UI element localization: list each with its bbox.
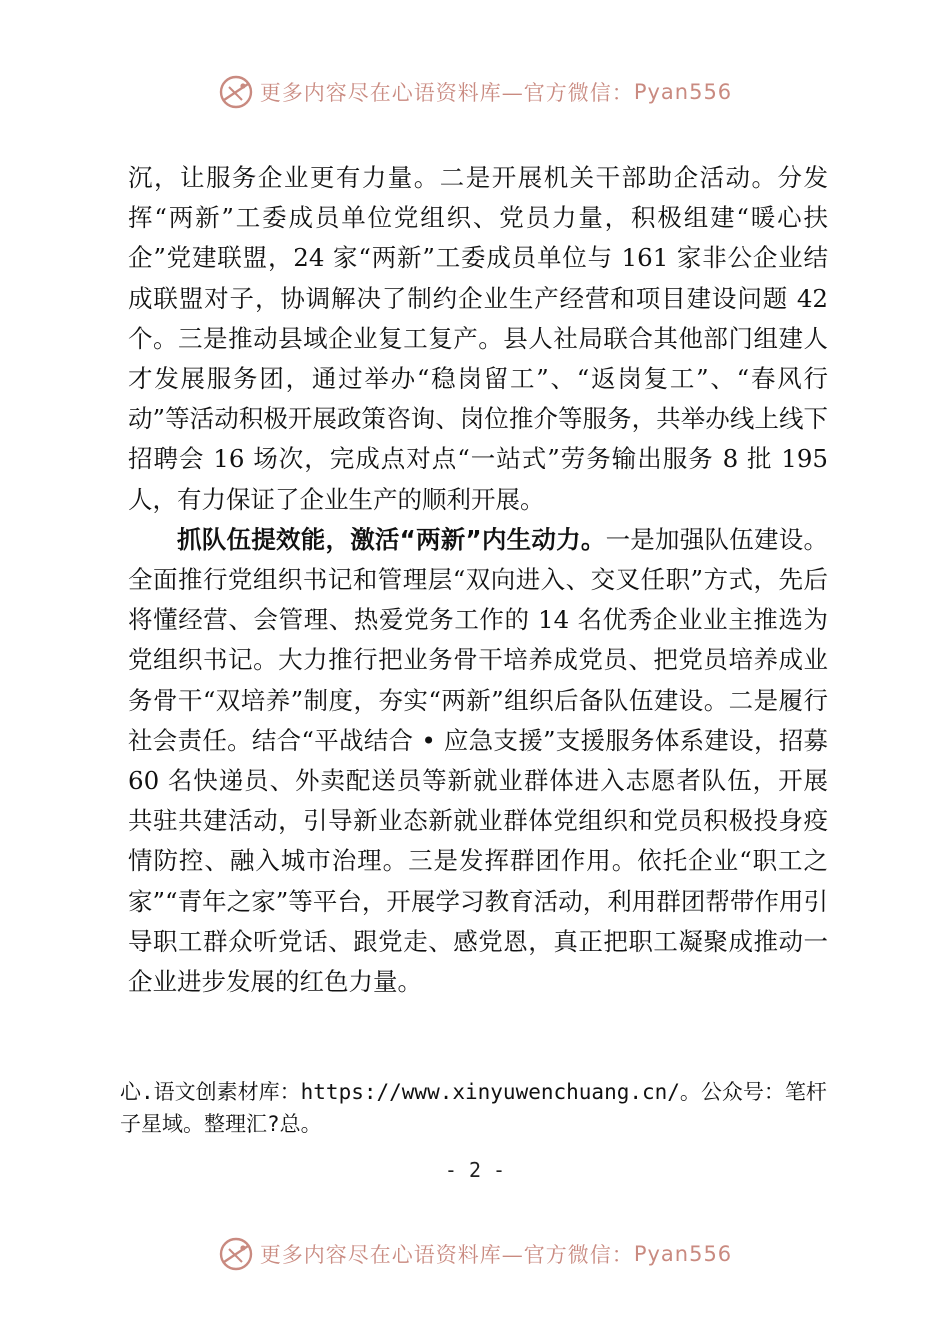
banner-wechat-id: Pyan556 [633, 80, 733, 104]
banner-text: 更多内容尽在心语资料库—官方微信： [259, 81, 634, 105]
source-note: 心.语文创素材库：https://www.xinyuwenchuang.cn/。公众号：笔杆子星域。整理汇?总。 [120, 1080, 827, 1136]
paragraph-2-heading: 抓队伍提效能，激活“两新”内生动力。 [177, 524, 606, 554]
logo-icon [218, 74, 254, 110]
footer-banner [0, 1232, 950, 1276]
logo-icon [218, 1236, 254, 1272]
page-number: - 2 - [444, 1158, 506, 1182]
banner-wechat-id: Pyan556 [633, 1242, 733, 1266]
paragraph-2-body: 一是加强队伍建设。全面推行党组织书记和管理层“双向进入、交叉任职”方式，先后将懂经营、会管理、热爱党务工作的 14 名优秀企业业主推选为党组织书记。大力推行把业务骨干培养成党员、把党员培养成业务骨干“双培养”制度，夯实“两新”组织后备队伍建设。二是履行社会责任。结合“平战结合 • 应急支援”支援服务体系建设，招募 60 名快递员、外卖配送员等新就业群体进入志愿者队伍，开展共驻共建活动，引导新业态新就业群体党组织和党员积极投身疫情防控、融入城市治理。三是发挥群团作用。依托企业“职工之家”“青年之家”等平台，开展学习教育活动，利用群团帮带作用引导职工群众听党话、跟党走、感党恩，真正把职工凝聚成推动一企业进步发展的红色力量。 [128, 524, 828, 997]
header-banner [0, 70, 950, 114]
banner-text: 更多内容尽在心语资料库—官方微信： [259, 1243, 634, 1267]
paragraph-1: 沉，让服务企业更有力量。二是开展机关干部助企活动。分发挥“两新”工委成员单位党组织、党员力量，积极组建“暖心扶企”党建联盟，24 家“两新”工委成员单位与 161 家非公企业结成联盟对子，协调解决了制约企业生产经营和项目建设问题 42 个。三是推动县域企业复工复产。县人社局联合其他部门组建人才发展服务团，通过举办“稳岗留工”、“返岗复工”、“春风行动”等活动积极开展政策咨询、岗位推介等服务，共举办线上线下招聘会 16 场次，完成点对点“一站式”劳务输出服务 8 批 195 人，有力保证了企业生产的顺利开展。 [128, 163, 828, 514]
paragraph-2 [128, 520, 828, 1002]
main-content [128, 158, 828, 1002]
